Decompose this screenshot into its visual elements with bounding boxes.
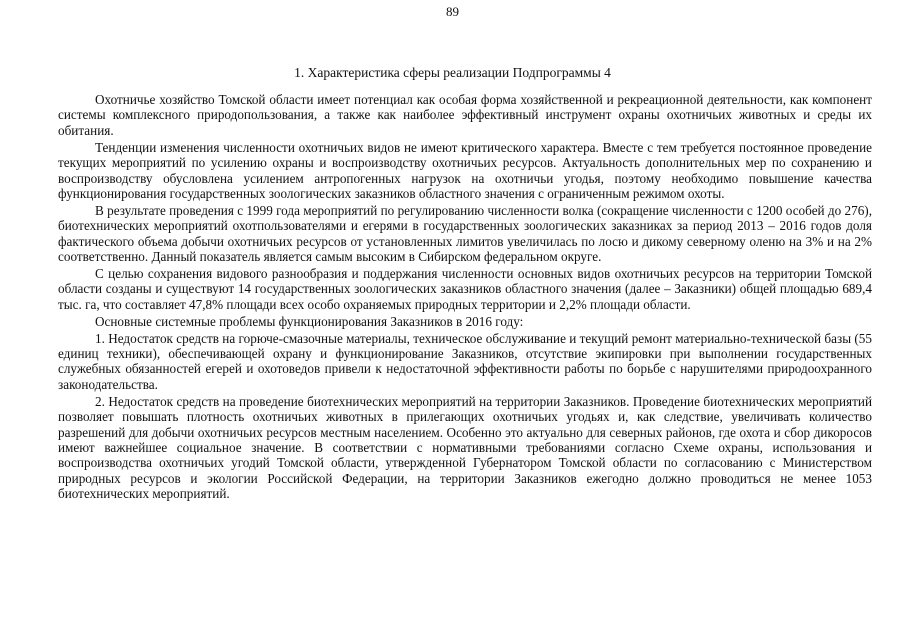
paragraph-wolf-regulation-results: В результате проведения с 1999 года мероприятий по регулированию численности волка (сокращение численности с 1200 особей до 276), биотехнических мероприятий охотпользователями и егерями в государственных зоологических заказниках за период 2013 – 2016 годов доля фактического объема добычи охотничьих ресурсов от установленных лимитов увеличилась по лосю и дикому северному оленю на 3% и на 2% соответственно. Данный показатель является самым высоким в Сибирском федеральном округе.: [58, 202, 872, 265]
paragraph-hunting-economy: Охотничье хозяйство Томской области имеет потенциал как особая форма хозяйственной и рекреационной деятельности, как компонент системы комплексного природопользования, а также как наиболее эффективный инструмент охраны охотничьих животных и среды их обитания.: [58, 92, 872, 138]
section-title: 1. Характеристика сферы реализации Подпрограммы 4: [294, 65, 611, 80]
document-body: [58, 92, 872, 503]
paragraph-problems-intro: Основные системные проблемы функционирования Заказников в 2016 году:: [95, 313, 524, 329]
page-number: 89: [446, 4, 459, 19]
paragraph-problem-1: 1. Недостаток средств на горюче-смазочные материалы, техническое обслуживание и текущий ремонт материально-технической базы (55 единиц техники), обеспечивающей охрану и функционирование Заказников, отсутствие экипировки при выполнении государственных служебных обязанностей егерей и охотоведов привели к недостаточной эффективности работы по борьбе с нарушителями природоохранного законодательства.: [58, 330, 872, 392]
paragraph-reserves-overview: С целью сохранения видового разнообразия и поддержания численности основных видов охотничьих ресурсов на территории Томской области созданы и существуют 14 государственных зоологических заказников областного значения (далее – Заказники) общей площадью 689,4 тыс. га, что составляет 47,8% площади всех особо охраняемых природных территории и 2,2% площади области.: [58, 265, 872, 312]
paragraph-problem-2: 2. Недостаток средств на проведение биотехнических мероприятий на территории Заказников. Проведение биотехнических мероприятий позволяет повышать плотность охотничьих животных в прилегающих охотничьих угодьях и, как следствие, увеличивать количество разрешений для добычи охотничьих ресурсов местным населением. Особенно это актуально для северных районов, где охота и сбор дикоросов имеют важнейшее социальное значение. В соответствии с нормативными требованиями согласно Схеме охраны, использования и воспроизводства охотничьих угодий Томской области, утвержденной Губернатором Томской области по согласованию с Министерством природных ресурсов и экологии Российской Федерации, на территории Заказников ежегодно должно проводиться не менее 1053 биотехнических мероприятий.: [58, 393, 872, 502]
paragraph-population-trends: Тенденции изменения численности охотничьих видов не имеют критического характера. Вместе с тем требуется постоянное проведение текущих мероприятий по усилению охраны и воспроизводству охотничьих ресурсов. Актуальность дополнительных мер по сохранению и воспроизводству обусловлена усилением антропогенных нагрузок на охотничьи угодья, поэтому необходимо повышение качества функционирования государственных зоологических заказников областного значения с ограниченным режимом охоты.: [58, 139, 872, 201]
